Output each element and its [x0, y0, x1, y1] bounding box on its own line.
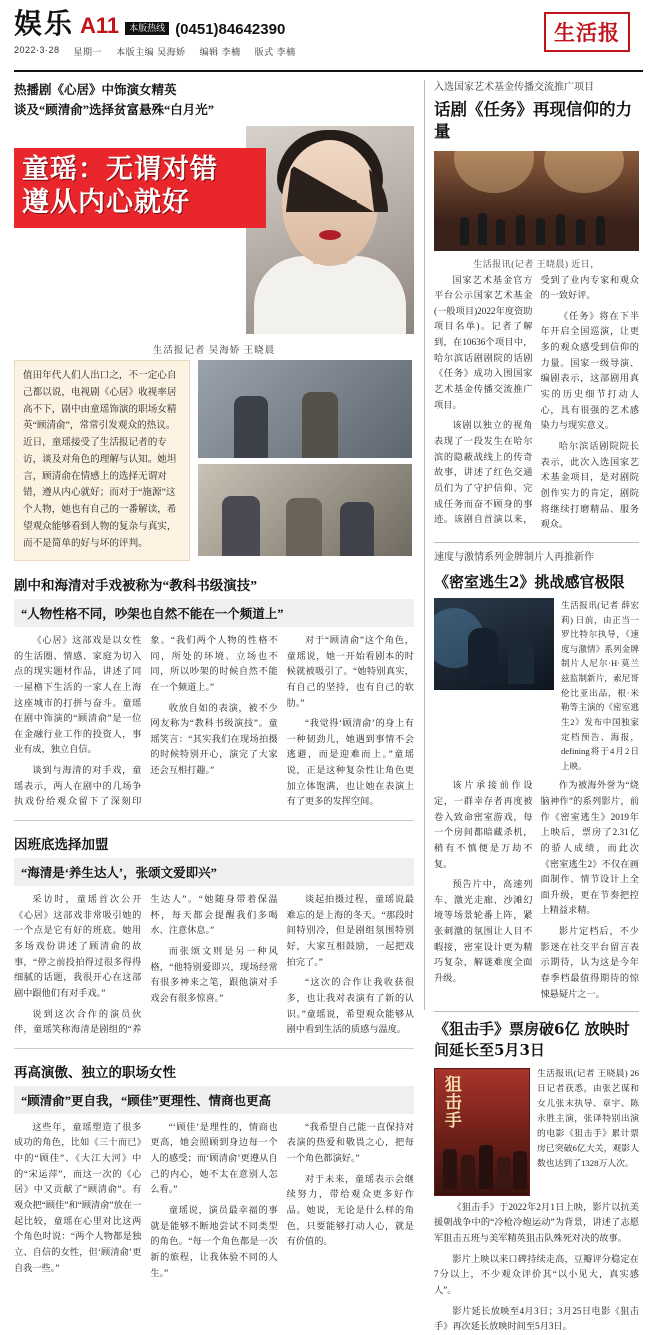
subhead-2: 因班底选择加盟 [14, 837, 109, 853]
photo-figure [508, 640, 534, 684]
paragraph: 《任务》将在下半年开启全国巡演，让更多的观众感受到信仰的力量。国家一级导演、编剧表示，这部剧用真实的历史细节打动人心，具有很强的艺术感染力与现实意义。 [540, 310, 639, 431]
paragraph: 影片定档后，不少影迷在社交平台留言表示期待，认为这是今年春季档最值得期待的惊悚悬疑片之一。 [540, 926, 639, 999]
still-figure [234, 396, 268, 458]
still-photo-2 [198, 464, 412, 556]
paragraph: 哈尔滨话剧院院长表示，此次入选国家艺术基金项目，是对剧院创作实力的肯定，剧院将继续打磨精品、服务观众。 [540, 440, 639, 530]
weekday-text: 星期一 [73, 47, 103, 57]
paragraph: 影片上映以来口碑持续走高，豆瓣评分稳定在7分以上，不少观众评价其“以小见大，真实感人”。 [434, 1253, 639, 1296]
still-photos [198, 360, 412, 562]
paragraph: 作为被海外誉为“烧脑神作”的系列影片，前作《密室逃生》2019年上映后，票房了2.31亿的骄人成绩，而此次《密室逃生2》不仅在画面制作、情节设计上全面升级，更在节奏把控上精益求精。 [540, 780, 639, 916]
chief-editor-text: 本版主编 吴海娇 [116, 47, 186, 57]
article-body-1 [14, 633, 414, 810]
paragraph: 对于“顾清俞”这个角色，童瑶说，她一开始看剧本的时候就被吸引了。“她特别真实，有自己的坚持，也有自己的软肋。” [286, 635, 414, 708]
portrait-eye-right [342, 200, 357, 205]
divider [434, 1011, 639, 1012]
right-story-1-photo [434, 151, 639, 251]
article-body-3 [14, 1120, 414, 1281]
divider [14, 1048, 414, 1049]
hero-block [14, 126, 414, 336]
right-story-1 [434, 80, 639, 533]
page-number: A11 [80, 13, 120, 38]
paragraph: 对于未来，童瑶表示会继续努力，带给观众更多好作品。她说，无论是什么样的角色，只要能够打动人心，就是有价值的。 [286, 1173, 414, 1247]
paragraph: 这些年，童瑶塑造了很多成功的角色，比如《三十而已》中的“顾佳”、《大江大河》中的“宋运萍”，而这一次的《心居》中又贡献了“顾清俞”。有观众把“顾佳”和“顾清俞”放在一起比较，童瑶在心里对比这两个角色时说：“两个人物都是独立、自信的女性，但‘顾清俞’更自我一些。” [14, 1121, 142, 1273]
paper-logo [531, 8, 643, 56]
portrait-eye-left [303, 200, 318, 205]
paragraph: “这次的合作让我收获很多，也让我对表演有了新的认识。”童瑶说，希望观众能够从剧中看到生活的质感与温度。 [286, 977, 414, 1035]
paragraph: 谈到与海清的对手戏，童瑶表示，两人在剧中的几场争执戏份给观众留下了深刻印象。“我们两个人物的性格不同，所处的环境、立场也不同，所以吵架的时候自然不能在一个频道上。” [14, 635, 278, 807]
right-story-1-byline: 生活报讯(记者 王晓晨) 近日， [473, 258, 600, 269]
quote-bar-2: “海清是‘养生达人’，张颂文爱即兴” [14, 858, 414, 886]
paragraph: “‘顾佳’是理性的，情商也更高，她会照顾到身边每一个人的感受；而‘顾清俞’更遵从自己的内心，她不太在意别人怎么看。” [150, 1121, 278, 1195]
portrait-clothing [254, 256, 406, 334]
masthead [14, 7, 643, 72]
paragraph: 《心居》这部戏是以女性的生活圈、情感、家庭为切入点的现实题材作品，讲述了同一屋檐下生活的一家人在上海这座城市的打拼与奋斗。童瑶在剧中饰演的“顾清俞”是一位在金融行业工作的投资人，事业有成，独立自信。 [14, 635, 142, 755]
left-column [14, 80, 414, 1278]
right-story-2-byline: 生活报讯(记者 薛宏莉) 日前，由正当一罗比特尔执导，《速度与激情》系列金牌制片人尼尔·H·莫兰兹监制新片，索尼哥伦比亚出品，根·米勒等主演的《密室逃生2》发布中国独家定档预告、海报，defining将于4月2日上映。 [561, 600, 639, 771]
main-headline [14, 148, 266, 228]
page-body [14, 80, 643, 1332]
paragraph: 预告片中，高速列车、激光走廊、沙滩幻境等场景轮番上阵，紧张刺激的氛围让人目不暇接，密室设计更为精巧复杂，解谜难度全面升级。 [434, 879, 533, 984]
right-story-2 [434, 550, 639, 1003]
main-lead: 值田年代人们人出口之，不一定心自己都以说，电视剧《心居》收视率居高不下，剧中由童瑶饰演的职场女精英“顾清俞”，常常引发观众的热议。近日，童瑶接受了生活报记者的专访，谈及对角色的理解与认知。她坦言，顾清俞在情感上的选择无谓对错，遵从内心就好；而对于“施源”这个人物，她也有自己的一番解读，希望观众能够看到人物的复杂与真实，而不是简单的好与坏的评判。 [14, 360, 190, 561]
right-story-3-headline: 《狙击手》票房破6亿 放映时间延长至5月3日 [434, 1020, 630, 1059]
portrait-lips [319, 230, 341, 240]
photo-figure [468, 628, 498, 684]
paragraph: 影片延长放映至4月3日；3月25日电影《狙击手》再次延长放映时间至5月3日。 [434, 1305, 639, 1332]
editor-text: 编辑 李楠 [199, 47, 241, 57]
paper-name: 生活报 [544, 12, 630, 52]
subhead-3: 再高演傲、独立的职场女性 [14, 1064, 176, 1080]
stage-spotlight [454, 151, 534, 193]
paragraph: “我希望自己能一直保持对表演的热爱和敬畏之心，把每一个角色都演好。” [286, 1121, 414, 1164]
main-headline-line-2: 遵从内心就好 [22, 186, 190, 218]
main-kicker-1: 热播剧《心居》中饰演女精英 [14, 83, 177, 97]
still-figure [302, 392, 338, 458]
quote-bar-1: “人物性格不同，吵架也自然不能在一个频道上” [14, 599, 414, 627]
right-story-3-body [434, 1200, 639, 1335]
hotline-phone: (0451)84642390 [175, 21, 286, 38]
paragraph: 采访时，童瑶首次公开《心居》这部戏非常吸引她的一个点是它有好的班底。她用多场戏份讲述了顾清俞的故事，“停之前投拍得过很多得得细腻的话题，我很开心在这部剧中跟他们有对手戏。” [14, 894, 142, 998]
right-story-3-poster [434, 1068, 530, 1196]
still-figure [222, 496, 260, 556]
divider [434, 542, 639, 543]
article-body-2 [14, 892, 414, 1038]
right-story-3-byline: 生活报讯(记者 王晓晨) 26日记者获悉，由张艺谋和女儿张末执导、章宇、陈永胜主演，张译特别出演的电影《狙击手》累计票房已突破6亿大关，观影人数也达到了1328万人次。 [537, 1067, 639, 1168]
divider [14, 820, 414, 821]
main-byline: 生活报记者 吴海娇 王晓晨 [152, 346, 276, 356]
hotline-badge: 本版热线 [125, 22, 169, 35]
right-story-2-headline: 《密室逃生2》挑战感官极限 [434, 572, 625, 591]
paragraph: “我觉得‘顾清俞’的身上有一种韧劲儿，她遇到事情不会逃避，而是迎难而上。”童瑶说，正是这种复杂性让角色更加立体饱满，也让她在表演上有了更多的发挥空间。 [286, 718, 414, 807]
main-headline-line-1: 童瑶：无谓对错 [22, 154, 218, 185]
hero-photo [246, 126, 414, 334]
paragraph: 收放自如的表演，被不少网友称为“教科书级演技”。童瑶笑言：“其实我们在现场拍摄的时候特别开心，演完了大家还会互相打趣。” [150, 702, 278, 776]
paragraph: 《狙击手》于2022年2月1日上映，影片以抗美援朝战争中的“冷枪冷炮运动”为背景，讲述了志愿军狙击五班与美军精英狙击队殊死对决的故事。 [434, 1201, 639, 1244]
stage-spotlight [544, 151, 624, 193]
paragraph: 该剧以独立的视角表现了一段发生在哈尔滨的隐蔽战线上的传奇故事，讲述了红色交通员们为了守护信仰、完成任务而奋不顾身的事迹。该剧自首演以来，受到了业内专家和观众的一致好评。 [434, 274, 639, 525]
paragraph: 而张颂文则是另一种风格，“他特别爱即兴，现场经常有很多神来之笔，跟他演对手戏会有很多惊喜。” [150, 945, 278, 1003]
paragraph: 谈起拍摄过程，童瑶说最难忘的是上海的冬天。“那段时间特别冷，但是剧组氛围特别好，大家互相鼓励，一起把戏拍完了。” [286, 894, 414, 967]
right-story-1-body [434, 273, 639, 533]
quote-bar-3: “顾清俞”更自我，“顾佳”更理性、情商也更高 [14, 1086, 414, 1114]
still-photo-1 [198, 360, 412, 458]
paragraph: 国家艺术基金官方平台公示国家艺术基金(一般项目)2022年度资助项目名单)。记者了解到，在10636个项目中，哈尔滨话剧剧院的话剧《任务》成功入围国家艺术基金传播交流推广项目。 [434, 274, 533, 410]
right-story-2-kicker: 速度与激情系列金牌制片人再推新作 [434, 551, 594, 563]
main-kicker-2: 谈及“顾清俞”选择贫富悬殊“白月光” [14, 103, 215, 117]
still-figure [340, 502, 374, 556]
lead-and-stills [14, 360, 414, 562]
paragraph: 说到这次合作的演员伙伴，童瑶笑称海清是剧组的“养生达人”。“她随身带着保温杯，每天都会提醒我们多喝水、注意休息。” [14, 894, 278, 1035]
layout-text: 版式 李楠 [254, 47, 296, 57]
right-story-2-photo [434, 598, 554, 690]
right-column [424, 80, 639, 1332]
section-title: 娱乐 [14, 7, 75, 40]
right-story-1-headline: 话剧《任务》再现信仰的力量 [434, 100, 632, 142]
subhead-1: 剧中和海清对手戏被称为“教科书级演技” [14, 578, 257, 593]
still-figure [286, 498, 322, 556]
right-story-3 [434, 1019, 639, 1335]
date-text: 2022·3·28 [14, 45, 60, 55]
right-story-1-kicker: 入选国家艺术基金传播交流推广项目 [434, 82, 594, 93]
poster-title-text: 狙击手 [440, 1074, 461, 1129]
paragraph: 该片承接前作设定，一群幸存者再度被卷入致命密室游戏，每一个房间都暗藏杀机，稍有不慎便是万劫不复。 [434, 780, 533, 869]
right-story-2-body [434, 778, 639, 1002]
paragraph: 童瑶说，演员最幸福的事就是能够不断地尝试不同类型的角色。“每一个角色都是一次新的旅程，让我体验不同的人生。” [150, 1205, 278, 1278]
